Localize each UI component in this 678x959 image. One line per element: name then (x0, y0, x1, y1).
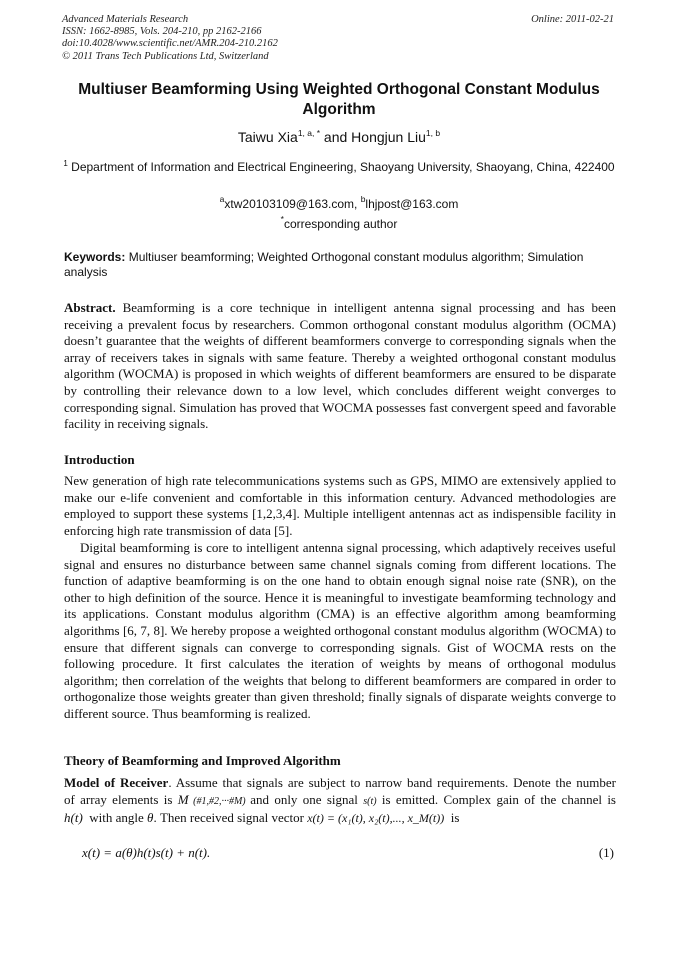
journal-header (62, 14, 278, 63)
author-superscript: 1, a, * (297, 128, 321, 138)
math-symbol: h(t) (64, 810, 83, 826)
abstract-text: Beamforming is a core technique in intelligent antenna signal processing and has been receiving a prevalent focus by researchers. Common orthogonal constant modulus algorithm (OCMA) doesn’t guarantee that the weights of different beamformers converge to corresponding signals when the array of receivers takes in signals with same feature. Thereby a weighted orthogonal constant modulus algorithm (WOCMA) is proposed in which weights of different beamformers are ensured to be disparate by controlling their relevance down to a low level, which concludes different weight converges to corresponding signal. Simulation has proved that WOCMA possesses fast convergent speed and favorable facility in receiving signals. (64, 300, 616, 432)
introduction-paragraph: Digital beamforming is core to intelligent antenna signal processing, which adaptively receives useful signal and ensures no disturbance between same channel signals coming from different locations. The function of adaptive beamforming is on the one hand to obtain enough signal noise rate (SNR), on the other to high definition of the source. Hence it is meaningful to investigate beamforming technology and its applications. Constant modulus algorithm (CMA) is an effective algorithm among beamforming algorithms [6, 7, 8]. We hereby propose a weighted orthogonal constant modulus algorithm (WOCMA) to ensure that different signals can converge to corresponding signals. Gist of WOCMA rests on the following procedure. It first calculates the iteration of weights by means of orthogonal modulus algorithm; then correlation of the weights that belong to different beamformers are compared in order to orthogonalize those weights greater than given threshold; finally signals of disparate weights converge to different source. Thus beamforming is realized. (64, 540, 616, 721)
affiliation-superscript: 1 (63, 159, 68, 168)
email-superscript: b (360, 194, 366, 204)
section-heading-introduction: Introduction (64, 452, 135, 467)
email-superscript: a (219, 194, 225, 204)
copyright-line: © 2011 Trans Tech Publications Ltd, Switzerland (62, 50, 269, 62)
keywords-text: Multiuser beamforming; Weighted Orthogonal constant modulus algorithm; Simulation analysis (64, 250, 584, 279)
corresponding-author-note (40, 214, 638, 231)
author-name: Hongjun Liu (351, 129, 426, 145)
abstract (64, 300, 616, 433)
keywords-label: Keywords: (64, 250, 126, 264)
corresponding-superscript: * (280, 214, 284, 224)
email-separator: , (354, 197, 361, 211)
math-signal-vector: x(t) = (x₁(t), x₂(t),..., x_M(t)) (307, 811, 445, 826)
math-symbol: θ (147, 810, 154, 826)
paper-title: Multiuser Beamforming Using Weighted Orthogonal Constant Modulus Algorithm (78, 81, 600, 118)
author-conjunction: and (320, 129, 352, 145)
issn-line: ISSN: 1662-8985, Vols. 204-210, pp 2162-2166 (62, 26, 262, 38)
paragraph-text: . Assume that signals are subject to narrow band requirements. Denote the number (168, 775, 617, 790)
introduction-paragraph: New generation of high rate telecommunications systems such as GPS, MIMO are extensively applied to make our e-life convenient and comfortable in this information century. Advanced methodologies are employed to support these systems [1,2,3,4]. Multiple intelligent antennas act as indispensible facility in enforcing high rate transmission of data [5]. (64, 473, 616, 538)
corresponding-text: corresponding author (283, 217, 398, 231)
journal-name: Advanced Materials Research (62, 14, 189, 25)
math-symbol: s(t) (363, 795, 377, 807)
author-line (40, 128, 638, 145)
equation-number: (1) (598, 845, 614, 860)
keywords (64, 250, 616, 279)
paragraph-text: . Then received signal vector (153, 810, 308, 826)
author-superscript: 1, b (425, 128, 441, 138)
doi-line: doi:10.4028/www.scientific.net/AMR.204-210.2162 (62, 38, 278, 50)
author-name: Taiwu Xia (237, 129, 298, 145)
paragraph-text: is (444, 810, 460, 826)
equation-1: x(t) = a(θ)h(t)s(t) + n(t). (82, 845, 211, 860)
email-address: xtw20103109@163.com (224, 197, 355, 211)
paragraph-text: is emitted. Complex gain of the channel is (376, 791, 616, 807)
paragraph-text: of array elements is (64, 791, 178, 807)
email-address: lhjpost@163.com (365, 197, 459, 211)
math-symbol: M (177, 791, 189, 807)
affiliation-text: Department of Information and Electrical Engineering, Shaoyang University, Shaoyang, China, 422400 (71, 160, 615, 174)
subsection-label: Model of Receiver (64, 775, 169, 790)
abstract-label: Abstract. (64, 300, 116, 315)
affiliation (62, 156, 616, 175)
online-date: Online: 2011-02-21 (531, 14, 614, 25)
email-line (40, 194, 638, 211)
section-heading-theory: Theory of Beamforming and Improved Algorithm (64, 753, 341, 768)
math-element-list: (#1,#2,···#M) (188, 795, 251, 807)
model-of-receiver-paragraph (64, 775, 616, 827)
paragraph-text: and only one signal (250, 791, 364, 807)
paragraph-text: with angle (82, 810, 148, 826)
